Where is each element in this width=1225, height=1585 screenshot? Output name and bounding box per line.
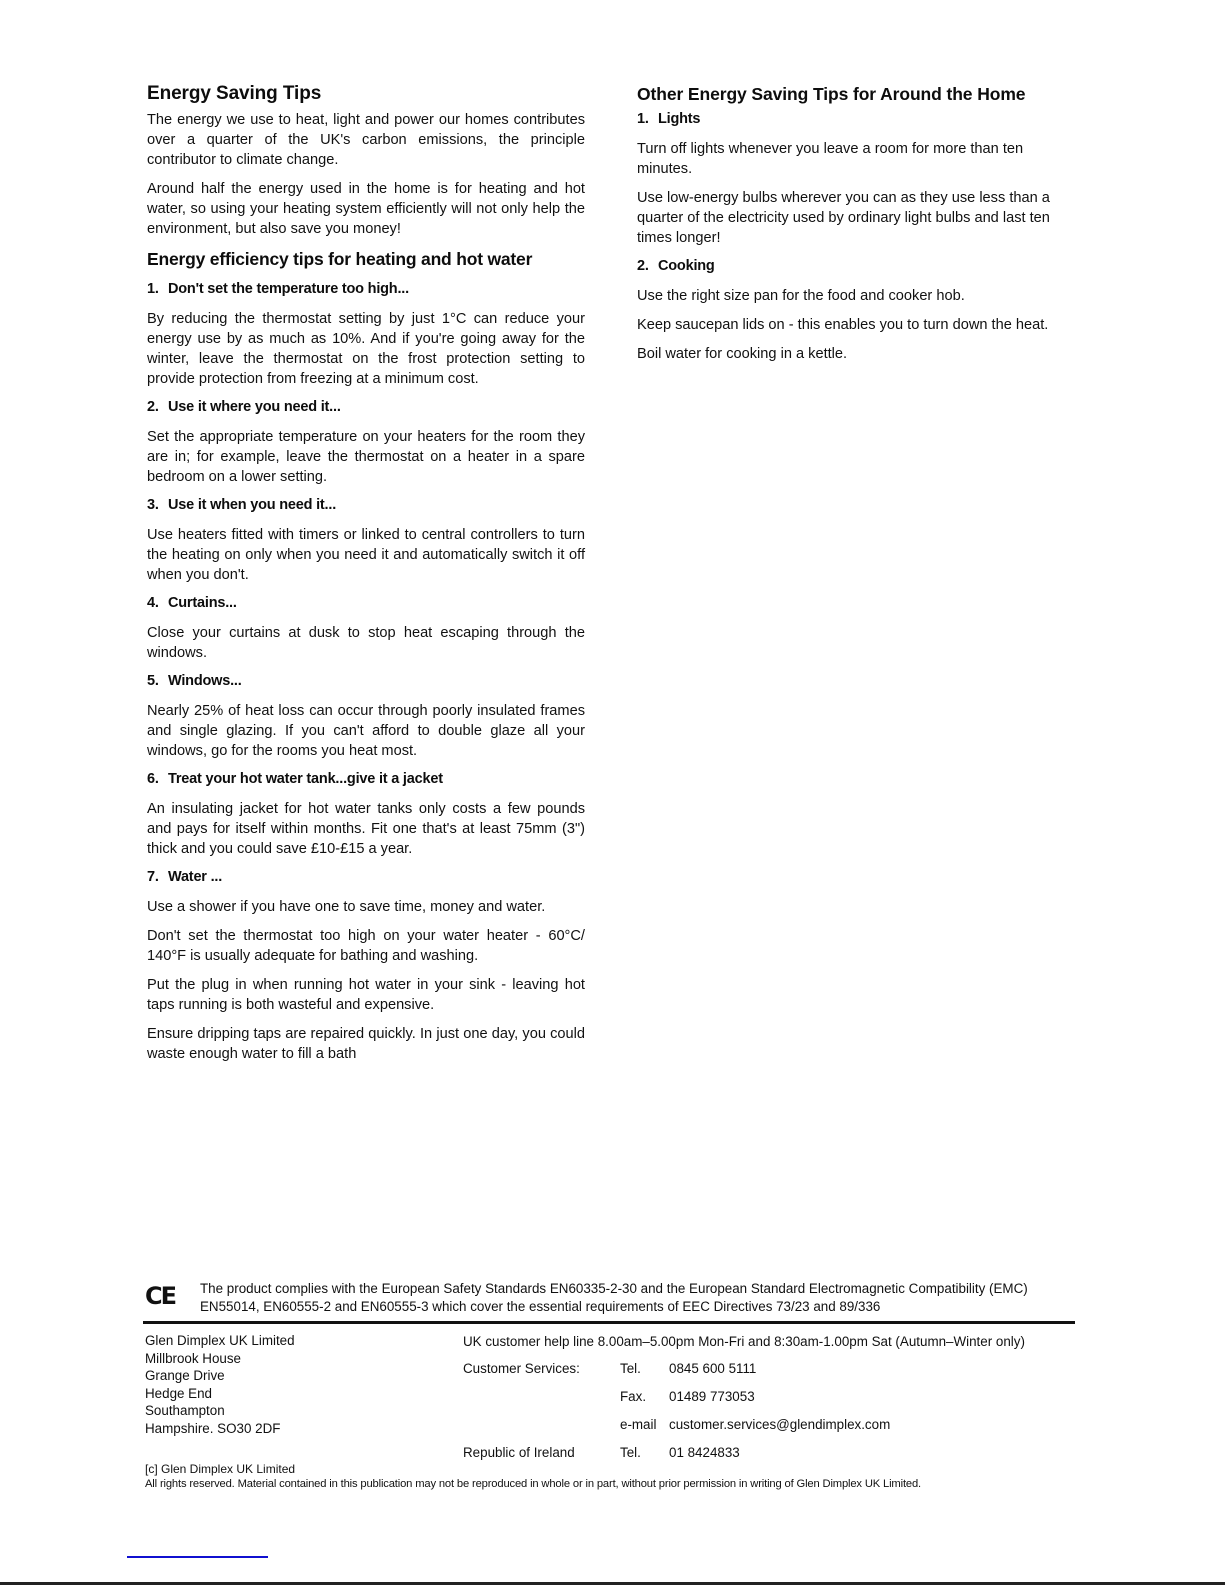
tip-item <box>147 398 585 487</box>
contact-group: Customer Services: <box>463 1361 580 1376</box>
tip-text: Close your curtains at dusk to stop heat escaping through the windows. <box>147 625 585 661</box>
tip-item <box>147 672 585 761</box>
helpline-hours: UK customer help line 8.00am–5.00pm Mon-Fri and 8:30am-1.00pm Sat (Autumn–Winter only) <box>463 1334 1025 1349</box>
tip-heading: 1. Don't set the temperature too high... <box>147 281 409 297</box>
tip-heading: 2. Cooking <box>637 258 715 274</box>
tip-item <box>147 594 585 663</box>
ce-mark-icon: CE <box>145 1282 176 1310</box>
contact-email[interactable]: customer.services@glendimplex.com <box>669 1417 891 1432</box>
tip-heading: 5. Windows... <box>147 673 242 689</box>
tip-heading: 7. Water ... <box>147 869 223 885</box>
tip-text: Turn off lights whenever you leave a room for more than ten minutes. <box>637 141 1024 177</box>
tip-heading: 2. Use it where you need it... <box>147 399 341 415</box>
compliance-text: The product complies with the European Safety Standards EN60335-2-30 and the European Standard Electromagnetic Compatibility (EMC) EN55014, EN60555-2 and EN60555-3 which cover the essential requirements of EEC Directives 73/23 and 89/336 <box>200 1281 1028 1314</box>
left-column <box>147 82 585 1073</box>
tip-heading: 6. Treat your hot water tank...give it a jacket <box>147 771 443 787</box>
tip-item <box>147 770 585 859</box>
right-column <box>637 82 1075 373</box>
tip-text: An insulating jacket for hot water tanks only costs a few pounds and pays for itself within months. Fit one that's at least 75mm (3") thick and you could save £10-£15 a year. <box>147 801 585 857</box>
address-line: Southampton <box>145 1403 225 1418</box>
rights-notice: All rights reserved. Material contained in this publication may not be reproduced in whole or in part, without prior permission in writing of Glen Dimplex UK Limited. <box>145 1478 922 1490</box>
tip-heading: 4. Curtains... <box>147 595 237 611</box>
tip-text: Don't set the thermostat too high on your water heater - 60°C/ 140°F is usually adequate for bathing and washing. <box>147 928 585 964</box>
contact-kind: Fax. <box>620 1389 647 1404</box>
tip-item <box>147 496 585 585</box>
address-line: Hedge End <box>145 1385 213 1401</box>
address-line: Hampshire. SO30 2DF <box>145 1420 281 1436</box>
section-subtitle: Energy efficiency tips for heating and hot water <box>147 249 533 269</box>
link-underline <box>127 1556 268 1558</box>
address-line: Grange Drive <box>145 1368 225 1383</box>
tip-text: Use a shower if you have one to save time, money and water. <box>147 899 546 915</box>
copyright-line: [c] Glen Dimplex UK Limited <box>145 1462 296 1476</box>
contact-value: 01489 773053 <box>669 1389 755 1404</box>
contact-group: Republic of Ireland <box>463 1445 575 1460</box>
intro-paragraph: The energy we use to heat, light and power our homes contributes over a quarter of the UK's carbon emissions, the principle contributor to climate change. <box>147 112 585 168</box>
tip-text: Ensure dripping taps are repaired quickly. In just one day, you could waste enough water to fill a bath <box>147 1026 585 1062</box>
contact-kind: e-mail <box>620 1417 657 1432</box>
tip-text: By reducing the thermostat setting by just 1°C can reduce your energy use by as much as 10%. And if you're going away for the winter, leave the thermostat on the frost protection setting to provide protection from freezing at a minimum cost. <box>147 311 585 387</box>
tip-text: Use low-energy bulbs wherever you can as they use less than a quarter of the electricity used by ordinary light bulbs and last ten times longer! <box>637 190 1050 246</box>
section-title: Other Energy Saving Tips for Around the Home <box>637 84 1026 104</box>
intro-paragraph: Around half the energy used in the home is for heating and hot water, so using your heating system efficiently will not only help the environment, but also save you money! <box>147 181 585 237</box>
tip-text: Nearly 25% of heat loss can occur through poorly insulated frames and single glazing. If you can't afford to double glaze all your windows, go for the rooms you heat most. <box>147 703 585 759</box>
address-line: Glen Dimplex UK Limited <box>145 1333 295 1348</box>
tip-heading: 3. Use it when you need it... <box>147 497 337 513</box>
tip-item <box>637 257 1075 364</box>
company-address <box>145 1332 295 1437</box>
tip-item <box>637 110 1075 248</box>
tip-heading: 1. Lights <box>637 111 701 127</box>
address-line: Millbrook House <box>145 1350 242 1366</box>
tip-text: Use heaters fitted with timers or linked to central controllers to turn the heating on only when you need it and automatically switch it off when you don't. <box>147 527 585 583</box>
tip-text: Keep saucepan lids on - this enables you to turn down the heat. <box>637 317 1049 333</box>
page-title: Energy Saving Tips <box>147 83 322 104</box>
tip-text: Put the plug in when running hot water in your sink - leaving hot taps running is both wasteful and expensive. <box>147 977 585 1013</box>
tip-item <box>147 868 585 1064</box>
tip-text: Set the appropriate temperature on your heaters for the room they are in; for example, leave the thermostat on a heater in a spare bedroom on a lower setting. <box>147 429 585 485</box>
contact-value: 01 8424833 <box>669 1445 740 1460</box>
contact-value: 0845 600 5111 <box>669 1361 757 1376</box>
contact-kind: Tel. <box>620 1361 641 1376</box>
footer-divider <box>143 1321 1075 1324</box>
tip-text: Boil water for cooking in a kettle. <box>637 346 848 362</box>
contact-kind: Tel. <box>620 1445 641 1460</box>
tip-text: Use the right size pan for the food and cooker hob. <box>637 288 965 304</box>
tip-item <box>147 280 585 389</box>
